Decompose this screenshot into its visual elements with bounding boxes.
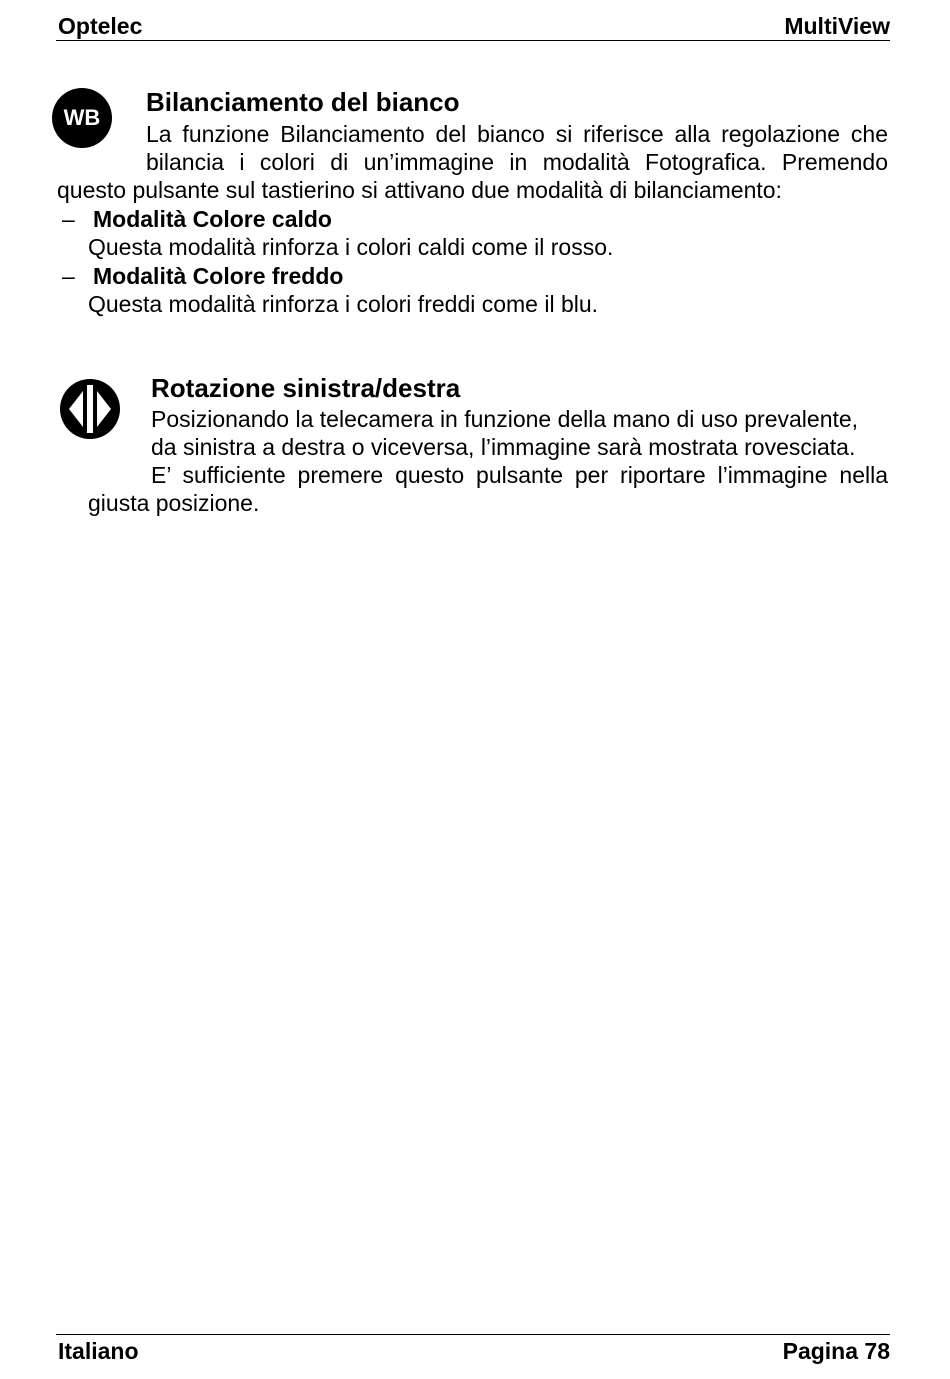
paragraph-line: E’ sufficiente premere questo pulsante per riportare l’immagine nella <box>151 462 888 488</box>
white-balance-icon-label: WB <box>63 105 101 130</box>
page-header <box>56 10 890 41</box>
section-title-white-balance: Bilanciamento del bianco <box>146 87 460 117</box>
section-title-rotation: Rotazione sinistra/destra <box>151 373 461 403</box>
paragraph-line: Posizionando la telecamera in funzione della mano di uso prevalente, <box>151 406 859 432</box>
white-balance-icon <box>52 88 112 148</box>
list-item-text-warm: Questa modalità rinforza i colori caldi come il rosso. <box>88 234 614 260</box>
list-dash: – <box>62 206 75 232</box>
paragraph-line: La funzione Bilanciamento del bianco si riferisce alla regolazione che <box>146 121 888 147</box>
header-product: MultiView <box>784 13 890 39</box>
list-item-title-warm: Modalità Colore caldo <box>93 206 332 232</box>
paragraph-line: questo pulsante sul tastierino si attivano due modalità di bilanciamento: <box>57 177 782 203</box>
page-footer <box>56 1334 890 1367</box>
footer-page-number: Pagina 78 <box>782 1338 890 1364</box>
rotate-left-right-icon <box>58 377 122 441</box>
list-item-title-cold: Modalità Colore freddo <box>93 263 344 289</box>
list-item-text-cold: Questa modalità rinforza i colori freddi come il blu. <box>88 291 599 317</box>
list-dash: – <box>62 263 75 289</box>
paragraph-line: giusta posizione. <box>88 490 260 516</box>
paragraph-line: da sinistra a destra o viceversa, l’immagine sarà mostrata rovesciata. <box>151 434 856 460</box>
footer-language: Italiano <box>58 1338 139 1364</box>
header-brand: Optelec <box>58 13 143 39</box>
paragraph-line: bilancia i colori di un’immagine in modalità Fotografica. Premendo <box>146 149 888 175</box>
